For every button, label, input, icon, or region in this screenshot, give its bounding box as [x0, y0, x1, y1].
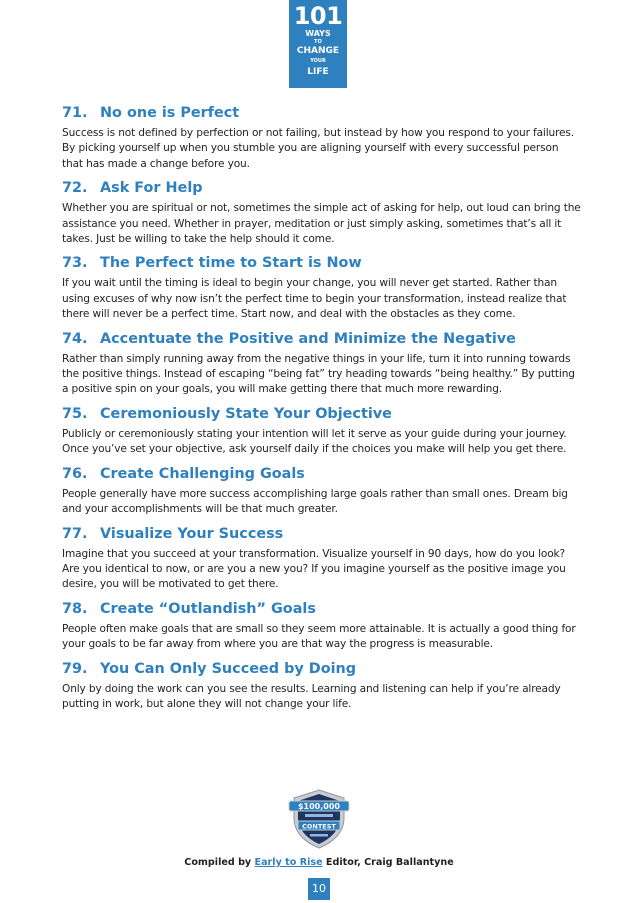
- badge-your: YOUR: [310, 58, 326, 64]
- tip-title: Ask For Help: [100, 180, 203, 197]
- logo-contest: CONTEST: [302, 822, 336, 831]
- tip-body: Success is not defined by perfection or not failing, but instead by how you respond to your failures. By picking yourself up when you stumble you are aligning yourself with every successful person that has made a change before you.: [62, 127, 575, 170]
- tip-73: [62, 253, 582, 322]
- tip-number: 78.: [62, 600, 88, 617]
- tip-body: Rather than simply running away from the negative things in your life, turn it into running towards the positive things. Instead of escaping “being fat” try heading towards “being healthy.” By putting a positive spin on your goals, you will make getting there that much more rewarding.: [62, 352, 575, 396]
- logo-detail-bar: [305, 814, 333, 817]
- book-title-badge: [289, 0, 347, 88]
- tip-title: Create “Outlandish” Goals: [100, 600, 316, 617]
- tip-number: 77.: [62, 525, 88, 542]
- tip-title: Visualize Your Success: [100, 525, 284, 542]
- tip-heading: [62, 599, 582, 619]
- contest-shield-logo: [288, 788, 350, 850]
- tips-list: [62, 103, 582, 718]
- tip-76: [62, 464, 582, 518]
- tip-75: [62, 404, 582, 458]
- footer-prefix: Compiled by: [184, 857, 255, 868]
- tip-body: People often make goals that are small so they seem more attainable. It is actually a good thing for your goals to be far away from where you are that way the progress is measurable.: [62, 622, 576, 651]
- badge-life: LIFE: [307, 67, 329, 77]
- tip-number: 71.: [62, 105, 88, 121]
- tip-title: Ceremoniously State Your Objective: [100, 405, 392, 422]
- tip-heading: [62, 178, 582, 198]
- tip-title: Create Challenging Goals: [100, 465, 305, 482]
- tip-heading: [62, 404, 582, 424]
- tip-79: [62, 659, 582, 713]
- tip-body: Publicly or ceremoniously stating your intention will let it serve as your guide during your journey. Once you’ve set your objective, ask yourself daily if the choices you make will help you get there.: [62, 427, 567, 456]
- badge-ways: WAYS: [305, 29, 331, 38]
- badge-change: CHANGE: [296, 46, 340, 56]
- tip-title: You Can Only Succeed by Doing: [100, 660, 357, 677]
- tip-heading: [62, 659, 582, 679]
- tip-77: [62, 524, 582, 593]
- page-number: 10: [308, 878, 330, 900]
- tip-body: Only by doing the work can you see the results. Learning and listening can help if you’re already putting in work, but alone they will not change your life.: [62, 682, 561, 710]
- tip-number: 73.: [62, 255, 88, 272]
- footer-credit: [0, 857, 638, 868]
- footer-suffix: Editor, Craig Ballantyne: [322, 857, 454, 868]
- tip-body: People generally have more success accomplishing large goals rather than small ones. Dream big and your accomplishments will be that much greater.: [62, 487, 568, 516]
- badge-number: 101: [293, 2, 343, 30]
- tip-number: 74.: [62, 330, 88, 347]
- tip-heading: [62, 329, 582, 349]
- tip-heading: [62, 464, 582, 484]
- badge-to: TO: [314, 39, 322, 45]
- tip-number: 79.: [62, 660, 88, 677]
- logo-amount: $100,000: [297, 802, 341, 811]
- tip-heading: [62, 524, 582, 544]
- tip-number: 76.: [62, 465, 88, 482]
- tip-title: The Perfect time to Start is Now: [100, 255, 362, 272]
- tip-72: [62, 178, 582, 247]
- tip-78: [62, 599, 582, 653]
- logo-detail-bar: [310, 834, 328, 837]
- tip-title: No one is Perfect: [100, 105, 240, 121]
- tip-number: 75.: [62, 405, 88, 422]
- tip-title: Accentuate the Positive and Minimize the Negative: [100, 330, 516, 347]
- tip-74: [62, 329, 582, 398]
- tip-body: Imagine that you succeed at your transformation. Visualize yourself in 90 days, how do you look? Are you identical to now, or are you a new you? If you imagine yourself as the positive image you desire, you will be motivated to get there.: [62, 547, 566, 591]
- early-to-rise-link[interactable]: Early to Rise: [254, 857, 323, 868]
- tip-body: If you wait until the timing is ideal to begin your change, you will never get started. Rather than using excuses of why now isn’t the perfect time to begin your transformation, instead realize that there will never be a perfect time. Start now, and deal with the obstacles as they come.: [62, 277, 567, 321]
- tip-71: [62, 103, 582, 172]
- tip-number: 72.: [62, 180, 88, 197]
- tip-heading: [62, 103, 582, 123]
- tip-heading: [62, 253, 582, 273]
- tip-body: Whether you are spiritual or not, sometimes the simple act of asking for help, out loud can bring the assistance you need. Whether in prayer, meditation or just simply asking, sometimes that’s all it takes. Just be willing to take the help should it come.: [62, 202, 581, 246]
